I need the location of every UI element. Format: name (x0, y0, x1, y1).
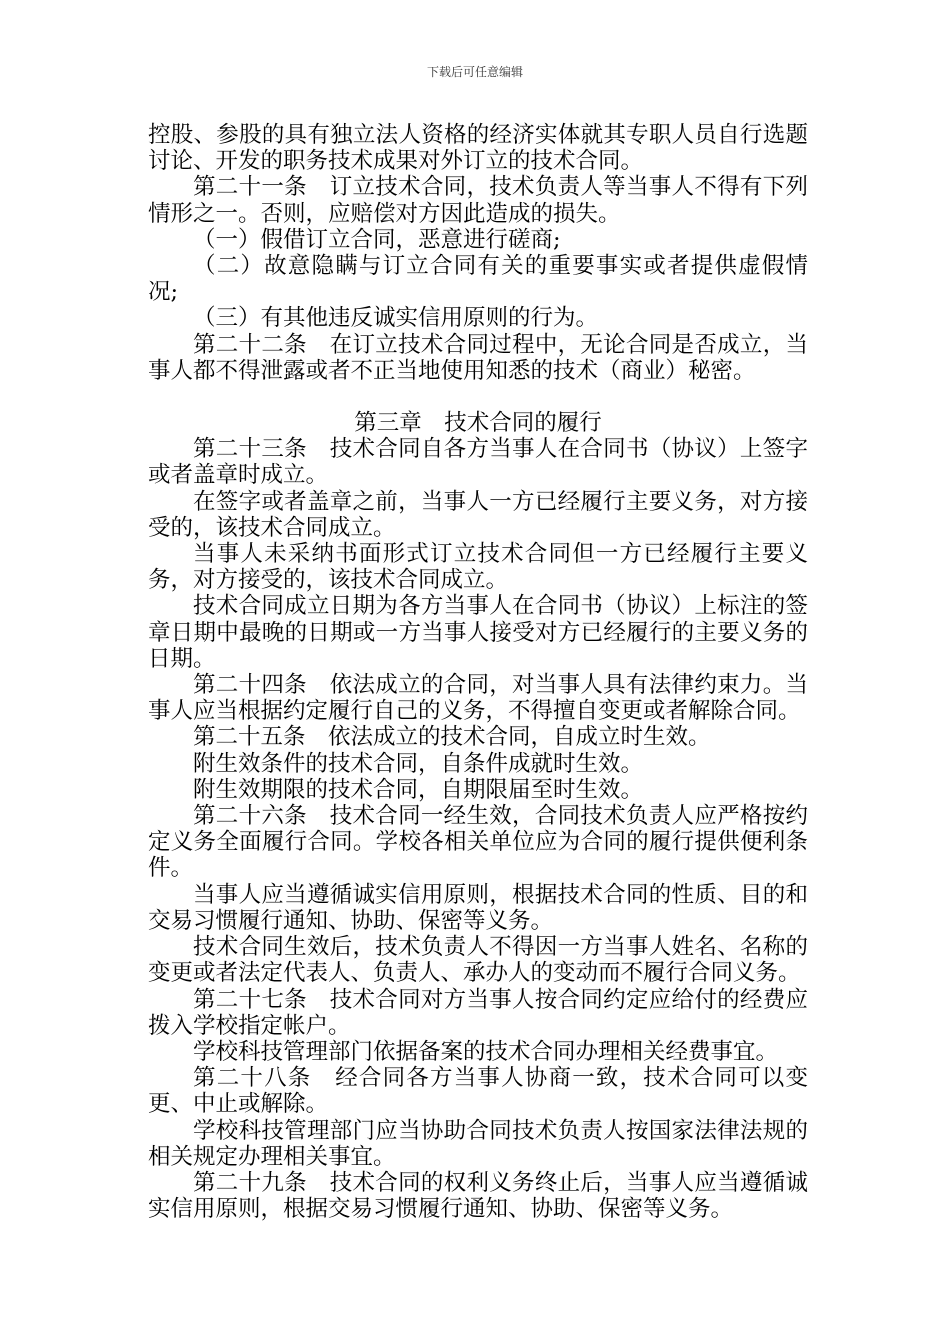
article-26: 第二十六条 技术合同一经生效，合同技术负责人应严格按约定义务全面履行合同。学校各相关单位应为合同的履行提供便利条件。 (148, 803, 808, 882)
article-22: 第二十二条 在订立技术合同过程中，无论合同是否成立，当事人都不得泄露或者不正当地使用知悉的技术（商业）秘密。 (148, 331, 808, 384)
paragraph: 当事人应当遵循诚实信用原则，根据技术合同的性质、目的和交易习惯履行通知、协助、保密等义务。 (148, 881, 808, 934)
article-29: 第二十九条 技术合同的权利义务终止后，当事人应当遵循诚实信用原则，根据交易习惯履行通知、协助、保密等义务。 (148, 1169, 808, 1223)
paragraph: 附生效条件的技术合同，自条件成就时生效。 (193, 750, 644, 777)
clause-item-3: （三）有其他违反诚实信用原则的行为。 (193, 305, 599, 332)
document-body (148, 122, 808, 1222)
clause-item-2: （二）故意隐瞒与订立合同有关的重要事实或者提供虚假情况; (148, 253, 808, 306)
chapter-heading: 第三章 技术合同的履行 (354, 410, 602, 437)
paragraph: 学校科技管理部门依据备案的技术合同办理相关经费事宜。 (193, 1038, 779, 1065)
article-28: 第二十八条 经合同各方当事人协商一致，技术合同可以变更、中止或解除。 (148, 1065, 808, 1118)
clause-item-1: （一）假借订立合同，恶意进行磋商; (193, 226, 561, 253)
paragraph: 技术合同成立日期为各方当事人在合同书（协议）上标注的签章日期中最晚的日期或一方当事人接受对方已经履行的主要义务的日期。 (148, 593, 808, 672)
article-24: 第二十四条 依法成立的合同，对当事人具有法律约束力。当事人应当根据约定履行自己的义务，不得擅自变更或者解除合同。 (148, 672, 808, 725)
article-27: 第二十七条 技术合同对方当事人按合同约定应给付的经费应拨入学校指定帐户。 (148, 986, 808, 1039)
article-25: 第二十五条 依法成立的技术合同，自成立时生效。 (193, 724, 711, 751)
paragraph: 控股、参股的具有独立法人资格的经济实体就其专职人员自行选题讨论、开发的职务技术成果对外订立的技术合同。 (148, 122, 808, 175)
paragraph: 附生效期限的技术合同，自期限届至时生效。 (193, 776, 644, 803)
paragraph: 学校科技管理部门应当协助合同技术负责人按国家法律法规的相关规定办理相关事宜。 (148, 1117, 808, 1170)
page-header: 下载后可任意编辑 (426, 65, 523, 79)
paragraph: 在签字或者盖章之前，当事人一方已经履行主要义务，对方接受的，该技术合同成立。 (148, 488, 808, 541)
paragraph: 技术合同生效后，技术负责人不得因一方当事人姓名、名称的变更或者法定代表人、负责人、承办人的变动而不履行合同义务。 (148, 934, 808, 987)
article-23: 第二十三条 技术合同自各方当事人在合同书（协议）上签字或者盖章时成立。 (148, 436, 808, 489)
article-21: 第二十一条 订立技术合同，技术负责人等当事人不得有下列情形之一。否则，应赔偿对方因此造成的损失。 (148, 174, 808, 227)
paragraph: 当事人未采纳书面形式订立技术合同但一方已经履行主要义务，对方接受的，该技术合同成立。 (148, 541, 808, 594)
